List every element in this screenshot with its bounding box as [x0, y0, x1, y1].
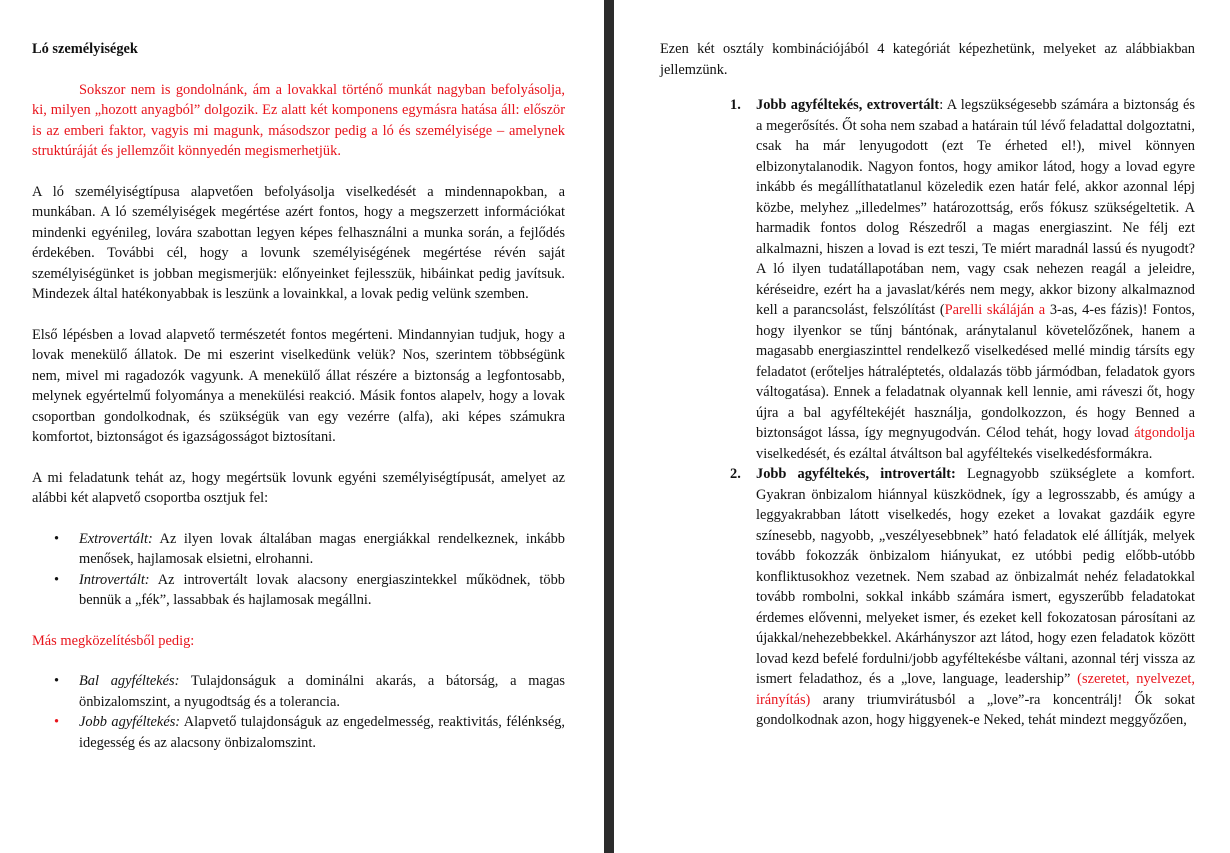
list-item — [730, 464, 1196, 731]
personality-list-brain-side — [32, 671, 565, 753]
bullet-icon: • — [54, 571, 60, 588]
highlight-text: Parelli skáláján a — [944, 302, 1046, 318]
list-item — [54, 570, 565, 611]
left-page-content — [32, 39, 565, 753]
list-item-text: Az ilyen lovak általában magas energiákkal rendelkeznek, inkább menősek, hajlamosak elsietni, elrohanni. — [79, 530, 565, 567]
bullet-icon: • — [54, 673, 60, 689]
list-item — [54, 529, 565, 570]
list-item-text: : — [939, 97, 944, 113]
list-item-number: 2. — [730, 466, 741, 482]
list-item-term: Introvertált: — [79, 571, 150, 588]
list-item — [730, 95, 1195, 464]
highlight-text: (szeretet, nyelvezet, irányítás) — [756, 671, 1196, 708]
list-item-text: 3-as, 4-es fázis)! Fontos, hogy ilyenkor se tűnj bántónak, aránytalanul követelőzőnek, hanem a magasabb energiaszinttel rendelkező viselkedésed mellé mindig társíts egy feladatot (erőteljes hátraléptetés, oldalazás több jármódban, feladatok gyors váltogatása). Ennek a feladatnak olyannak kell lennie, ami ráveszi őt, hogy újra a bal agyféltekéjét használja, gondolkozzon, és hogy Benned a biztonságot lássa, így megnyugodván. Célod tehát, hogy lovad — [756, 302, 1195, 441]
list-item-text: arany triumvirátusból a „love”-ra koncentrálj! Ők sokat gondolkodnak azon, hogy higgyenek-e Neked, tehát mindezt meggyőzően, — [756, 691, 1195, 728]
bullet-icon: • — [54, 714, 60, 730]
body-paragraph: A ló személyiségtípusa alapvetően befolyásolja viselkedését a mindennapokban, a munkában. A ló személyiségek megértése azért fontos, hogy a megszerzett információkat mindenki egyénileg, lovára szabottan legyen képes felhasználni a munka során, a fejlődés érdekében. További cél, hogy a lovunk személyiségének megértése révén saját személyiségünket is jobban megismerjük: előnyeinket fejlesszük, hibáinkat pedig javítsuk. Mindezek által hatékonyabbak is leszünk a lovainkkal, a lovak pedig velünk szemben. — [32, 183, 565, 302]
list-item-heading: Jobb agyféltekés, extrovertált — [756, 97, 940, 113]
intro-paragraph: Ezen két osztály kombinációjából 4 kategóriát képezhetünk, melyeket az alábbiakban jellemzünk. — [660, 41, 1195, 78]
list-item-term: Jobb agyféltekés: — [79, 714, 181, 730]
right-page — [614, 0, 1230, 853]
page-divider — [604, 0, 614, 853]
intro-paragraph: Sokszor nem is gondolnánk, ám a lovakkal történő munkát nagyban befolyásolja, ki, milyen „hozott anyagból” dolgozik. Ez alatt két komponens egymásra hatása áll: először is az emberi faktor, vagyis mi magunk, másodszor pedig a ló és személyisége – amelynek struktúráját és jellemzőit könnyedén megismerhetjük. — [32, 81, 565, 159]
body-paragraph: A mi feladatunk tehát az, hogy megértsük lovunk egyéni személyiségtípusát, amelyet az alábbi két alapvető csoportba osztjuk fel: — [32, 469, 565, 506]
bullet-icon: • — [54, 530, 60, 547]
list-item-text: Az introvertált lovak alacsony energiaszintekkel működnek, több bennük a „fék”, lassabbak és hajlamosak megállni. — [79, 571, 565, 608]
page-title: Ló személyiségek — [32, 41, 138, 57]
section-heading: Más megközelítésből pedig: — [32, 632, 195, 649]
list-item-text: Alapvető tulajdonságuk az engedelmesség, reaktivitás, félénkség, idegesség és az alacsony önbizalomszint. — [79, 714, 566, 751]
list-item-term: Bal agyféltekés: — [79, 673, 180, 689]
list-item — [54, 712, 566, 753]
list-item-text: Tulajdonságuk a dominálni akarás, a bátorság, a magas önbizalomszint, a nyugodtság és a tolerancia. — [79, 673, 566, 710]
list-item-term: Extrovertált: — [79, 530, 153, 547]
left-page — [0, 0, 604, 853]
list-item-text: viselkedését, és ezáltal átváltson bal agyféltekés viselkedésformákra. — [756, 445, 1153, 462]
list-item-number: 1. — [730, 97, 741, 113]
list-item-text: A legszükségesebb számára a biztonság és a megerősítés. Őt soha nem szabad a határain túl lévő feladattal dolgoztatni, csak ha már lenyugodott (ezt Te érheted el!), mivel könnyen elbizonytalanodik. Nagyon fontos, hogy amikor látod, hogy a lovad egyre inkább és megállíthatatlanul közeledik ezen határ felé, akkor azonnal lépj közbe, melyhez „illedelmes” határozottság, erős fókusz szükségeltetik. A harmadik fontos dolog Részedről a magas energiaszint. Ne félj ezt alkalmazni, hiszen a lovad is ezt teszi, Te miért maradnál lassú és nyugodt? A ló ilyen tudatállapotában nem, vagy csak nehezen reagál a jeleidre, kéréseidre, ezért ha a javaslat/kérés nem megy, akkor bizony alkalmaznod kell a parancsolást, felszólítást ( — [756, 97, 1195, 318]
right-page-content — [660, 39, 1195, 731]
highlight-text: átgondolja — [1134, 425, 1195, 441]
personality-list-extro-intro — [32, 529, 565, 611]
list-item-text: Legnagyobb szükséglete a komfort. Gyakran önbizalom hiánnyal küszködnek, így a legrosszabb, és amúgy a leggyakrabban látott viselkedés, hogy ezeket a lovakat gazdáik egyre színesebb, nagyobb, „veszélyesebbnek” ható feladatok elé állítják, melyek tovább fokozzák önbizalom hiányukat, ez utóbbi pedig előbb-utóbb konfliktusokhoz vezetnek. Nem szabad az önbizalmát nehéz feladatokkal tovább rombolni, sokkal inkább számára ismert, egyszerűbb feladatokat érdemes elővenni, melyeket ismer, és ezeket kell fokozatosan párosítani az újakkal/nehezebbekkel. Akárhányszor azt látod, hogy ezen feladatok között lovad kezd befelé fordulni/jobb agyféltekésbe váltani, azonnal térj vissza az ismert feladathoz, és a „love, language, leadership” — [756, 466, 1195, 687]
category-list — [660, 95, 1195, 731]
list-item — [54, 671, 566, 712]
body-paragraph: Első lépésben a lovad alapvető természetét fontos megérteni. Mindannyian tudjuk, hogy a lovak menekülő állatok. De mi eszerint viselkedünk velük? Nos, szerintem többségünk nem, mivel mi ragadozók vagyunk. A menekülő állat részére a biztonság a legfontosabb, melynek egyértelmű folyománya a menekülési reakció. Másik fontos alapelv, hogy a lovak csoportban gondolkodnak, és szükségük van egy vezérre (alfa), aki képes számukra komfortot, biztonságot és igazságosságot biztosítani. — [32, 326, 565, 445]
list-item-heading: Jobb agyféltekés, introvertált: — [756, 466, 956, 482]
